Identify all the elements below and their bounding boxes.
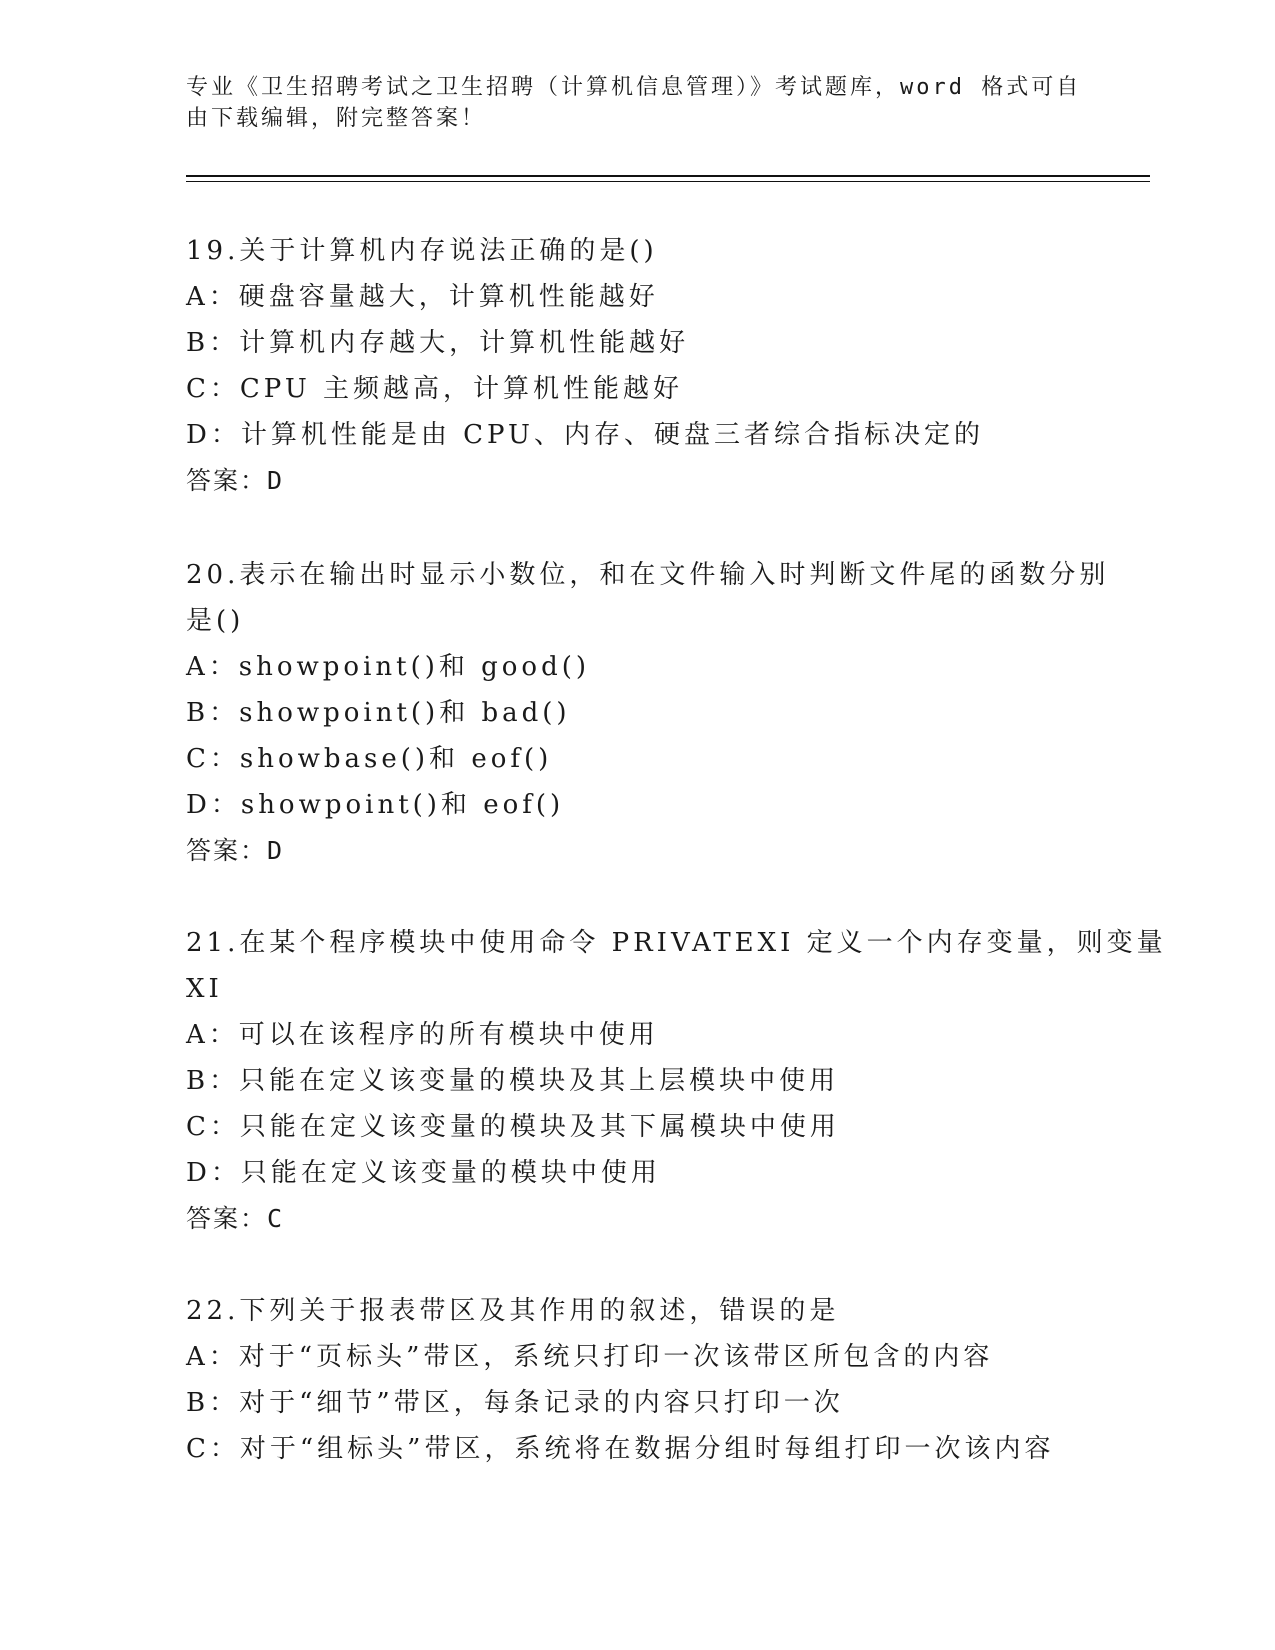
question-21: [186, 920, 1167, 1242]
option-b: B：只能在定义该变量的模块及其上层模块中使用: [186, 1066, 840, 1096]
question-20: [186, 552, 1110, 874]
header-line-2: 由下载编辑，附完整答案！: [186, 106, 487, 131]
option-c: C：对于“组标头”带区，系统将在数据分组时每组打印一次该内容: [186, 1434, 1055, 1464]
option-a: A：showpoint()和 good(): [186, 652, 591, 682]
option-b: B：对于“细节”带区，每条记录的内容只打印一次: [186, 1388, 844, 1418]
header-divider-thick: [186, 175, 1150, 177]
document-header: [186, 72, 1086, 134]
option-a: A：对于“页标头”带区，系统只打印一次该带区所包含的内容: [186, 1342, 994, 1372]
option-a: A：可以在该程序的所有模块中使用: [186, 1020, 659, 1050]
answer-label: 答案：C: [186, 1204, 285, 1233]
option-c: C：CPU 主频越高，计算机性能越好: [186, 374, 684, 404]
option-c: C：只能在定义该变量的模块及其下属模块中使用: [186, 1112, 840, 1142]
option-a: A：硬盘容量越大，计算机性能越好: [186, 282, 659, 312]
option-b: B：showpoint()和 bad(): [186, 698, 571, 728]
option-d: D：showpoint()和 eof(): [186, 790, 565, 820]
option-c: C：showbase()和 eof(): [186, 744, 553, 774]
header-divider-thin: [186, 181, 1150, 182]
question-stem: 22.下列关于报表带区及其作用的叙述，错误的是: [186, 1296, 840, 1326]
option-d: D：只能在定义该变量的模块中使用: [186, 1158, 661, 1188]
question-19: [186, 228, 1086, 504]
question-stem: 19.关于计算机内存说法正确的是(): [186, 236, 658, 266]
header-line-1: 专业《卫生招聘考试之卫生招聘（计算机信息管理）》考试题库，word 格式可自: [186, 75, 1082, 100]
answer-label: 答案：D: [186, 836, 285, 865]
question-stem: 20.表示在输出时显示小数位，和在文件输入时判断文件尾的函数分别: [186, 560, 1110, 590]
question-22: [186, 1288, 1086, 1472]
question-stem-continued: 是(): [186, 606, 245, 636]
option-b: B：计算机内存越大，计算机性能越好: [186, 328, 690, 358]
question-stem-continued: XI: [186, 974, 223, 1004]
question-stem: 21.在某个程序模块中使用命令 PRIVATEXI 定义一个内存变量，则变量: [186, 928, 1167, 958]
answer-label: 答案：D: [186, 466, 285, 495]
option-d: D：计算机性能是由 CPU、内存、硬盘三者综合指标决定的: [186, 420, 984, 450]
